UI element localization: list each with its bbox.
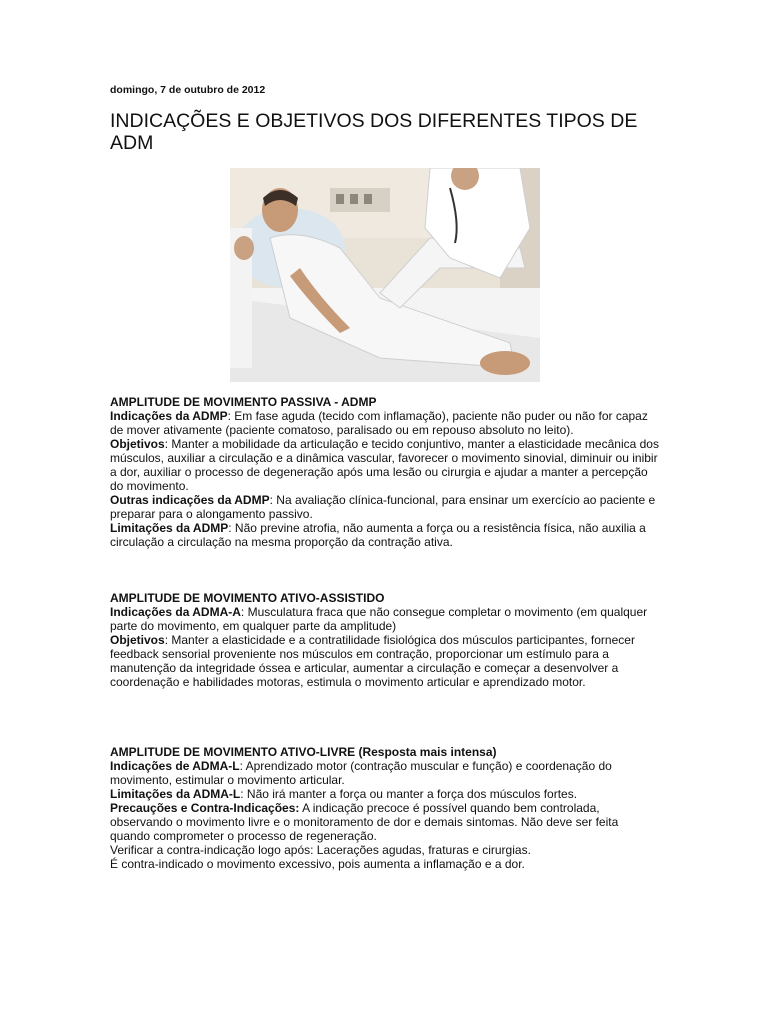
paragraph bbox=[110, 437, 660, 493]
section-passive bbox=[110, 395, 660, 549]
item-text: A indicação precoce é possível quando bem controlada, observando o movimento livre e o monitoramento de dor e demais sintomas. Não deve ser feita quando comprometer o processo de regeneração. bbox=[110, 801, 619, 843]
post-photo bbox=[230, 168, 540, 382]
section-heading: AMPLITUDE DE MOVIMENTO ATIVO-LIVRE (Resposta mais intensa) bbox=[110, 745, 497, 759]
paragraph bbox=[110, 493, 660, 521]
paragraph bbox=[110, 521, 660, 549]
item-text: : Não irá manter a força ou manter a força dos músculos fortes. bbox=[240, 787, 578, 801]
item-text: : Em fase aguda (tecido com inflamação), paciente não puder ou não for capaz de mover ativamente (paciente comatoso, paralisado ou em repouso absoluto no leito). bbox=[110, 409, 648, 437]
item-label: Outras indicações da ADMP bbox=[110, 493, 270, 507]
item-label: Precauções e Contra-Indicações: bbox=[110, 801, 300, 815]
paragraph: É contra-indicado o movimento excessivo, pois aumenta a inflamação e a dor. bbox=[110, 857, 525, 871]
item-text: : Aprendizado motor (contração muscular e função) e coordenação do movimento, estimular o movimento articular. bbox=[110, 759, 612, 787]
paragraph bbox=[110, 787, 660, 801]
paragraph: Verificar a contra-indicação logo após: Lacerações agudas, fraturas e cirurgias. bbox=[110, 843, 531, 857]
section-active-free bbox=[110, 745, 660, 871]
item-text: : Manter a mobilidade da articulação e tecido conjuntivo, manter a elasticidade mecânica dos músculos, auxiliar a circulação e a dinâmica vascular, favorecer o movimento sinovial, diminuir ou inibir a dor, auxiliar o processo de degeneração após uma lesão ou cirurgia e ajudar a manter a percepção do movimento. bbox=[110, 437, 659, 493]
item-label: Indicações de ADMA-L bbox=[110, 759, 240, 773]
item-text: : Manter a elasticidade e a contratilidade fisiológica dos músculos participantes, fornecer feedback sensorial proveniente nos músculos em contração, proporcionar um estímulo para a manutenção da integridade óssea e articular, aumentar a circulação e começar a desenvolver a coordenação e habilidades motoras, estimula o movimento articular e aprendizado motor. bbox=[110, 633, 635, 689]
item-label: Objetivos bbox=[110, 633, 165, 647]
item-text: : Na avaliação clínica-funcional, para ensinar um exercício ao paciente e preparar para o alongamento passivo. bbox=[110, 493, 656, 521]
paragraph bbox=[110, 409, 660, 437]
item-label: Limitações da ADMA-L bbox=[110, 787, 241, 801]
section-active-assisted bbox=[110, 591, 660, 689]
section-heading: AMPLITUDE DE MOVIMENTO ATIVO-ASSISTIDO bbox=[110, 591, 385, 605]
post-date: domingo, 7 de outubro de 2012 bbox=[110, 84, 266, 96]
paragraph bbox=[110, 759, 660, 787]
paragraph bbox=[110, 605, 660, 633]
post-title: INDICAÇÕES E OBJETIVOS DOS DIFERENTES TIPOS DE ADM bbox=[110, 110, 638, 154]
item-label: Objetivos bbox=[110, 437, 165, 451]
paragraph bbox=[110, 801, 660, 843]
item-label: Indicações da ADMA-A bbox=[110, 605, 241, 619]
section-heading: AMPLITUDE DE MOVIMENTO PASSIVA - ADMP bbox=[110, 395, 377, 409]
item-label: Indicações da ADMP bbox=[110, 409, 228, 423]
item-label: Limitações da ADMP bbox=[110, 521, 229, 535]
paragraph bbox=[110, 633, 660, 689]
item-text: : Musculatura fraca que não consegue completar o movimento (em qualquer parte do movimento, em qualquer parte da amplitude) bbox=[110, 605, 648, 633]
item-text: : Não previne atrofia, não aumenta a força ou a resistência física, não auxilia a circulação a circulação na mesma proporção da contração ativa. bbox=[110, 521, 646, 549]
